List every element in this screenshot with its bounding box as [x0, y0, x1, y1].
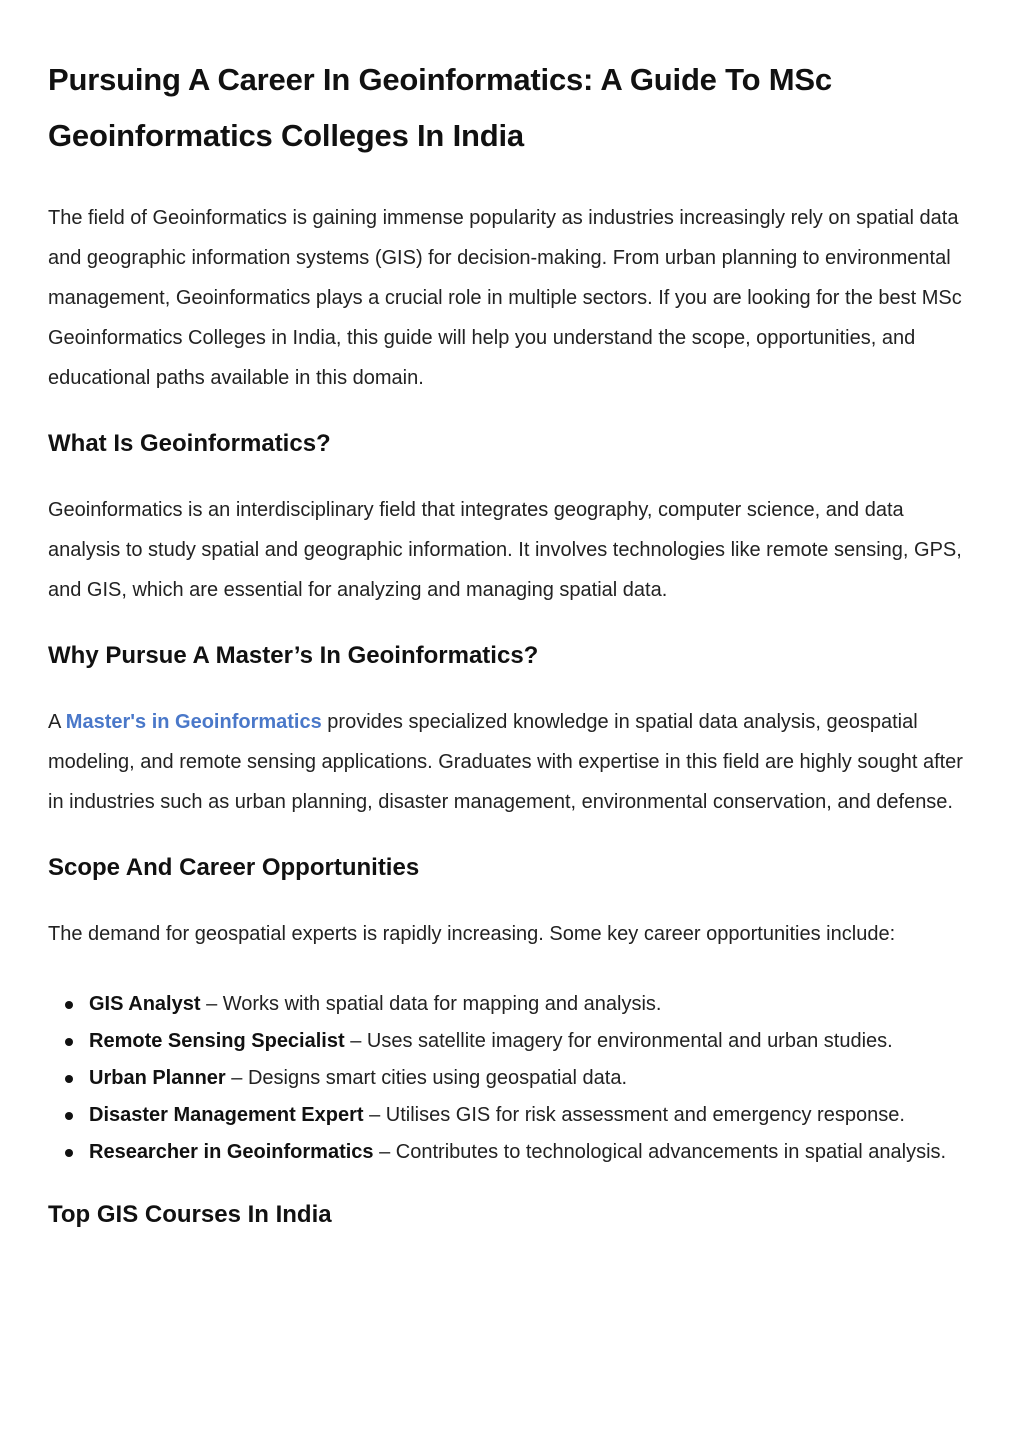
bullet-icon [65, 1038, 73, 1046]
career-term: Remote Sensing Specialist [89, 1030, 345, 1052]
career-desc: – Designs smart cities using geospatial data. [225, 1067, 628, 1089]
section-heading-what: What Is Geoinformatics? [48, 430, 331, 457]
section-heading-top-courses: Top GIS Courses In India [48, 1201, 332, 1228]
career-list [48, 986, 976, 1171]
career-term: Researcher in Geoinformatics [89, 1141, 374, 1163]
scope-paragraph: The demand for geospatial experts is rapidly increasing. Some key career opportunities include: [48, 923, 896, 945]
list-item [48, 1097, 976, 1134]
career-term: Disaster Management Expert [89, 1104, 364, 1126]
bullet-icon [65, 1075, 73, 1083]
list-item [48, 1060, 976, 1097]
career-desc: – Works with spatial data for mapping and analysis. [200, 993, 662, 1015]
career-desc: – Contributes to technological advancements in spatial analysis. [373, 1141, 947, 1163]
section-heading-scope: Scope And Career Opportunities [48, 854, 420, 881]
why-paragraph [48, 702, 976, 822]
page-title: Pursuing A Career In Geoinformatics: A Guide To MSc Geoinformatics Colleges In India [48, 62, 832, 153]
career-term: Urban Planner [89, 1067, 226, 1089]
list-item [48, 1134, 976, 1171]
list-item [48, 986, 976, 1023]
what-paragraph: Geoinformatics is an interdisciplinary field that integrates geography, computer science, and data analysis to study spatial and geographic information. It involves technologies like remote sensing, GPS, and GIS, which are essential for analyzing and managing spatial data. [48, 499, 962, 601]
career-desc: – Utilises GIS for risk assessment and emergency response. [363, 1104, 905, 1126]
why-prefix: A [48, 711, 66, 733]
why-suffix: provides specialized knowledge in spatial data analysis, geospatial modeling, and remote sensing applications. Graduates with expertise in this field are highly sought after in industries such as urban planning, disaster management, environmental conservation, and defense. [48, 711, 963, 813]
bullet-icon [65, 1149, 73, 1157]
bullet-icon [65, 1001, 73, 1009]
intro-paragraph: The field of Geoinformatics is gaining immense popularity as industries increasingly rely on spatial data and geographic information systems (GIS) for decision-making. From urban planning to environmental management, Geoinformatics plays a crucial role in multiple sectors. If you are looking for the best MSc Geoinformatics Colleges in India, this guide will help you understand the scope, opportunities, and educational paths available in this domain. [48, 207, 962, 389]
career-desc: – Uses satellite imagery for environmental and urban studies. [344, 1030, 893, 1052]
list-item [48, 1023, 976, 1060]
section-heading-why: Why Pursue A Master’s In Geoinformatics? [48, 642, 539, 669]
career-term: GIS Analyst [89, 993, 201, 1015]
bullet-icon [65, 1112, 73, 1120]
masters-geoinformatics-link[interactable]: Master's in Geoinformatics [65, 711, 322, 733]
